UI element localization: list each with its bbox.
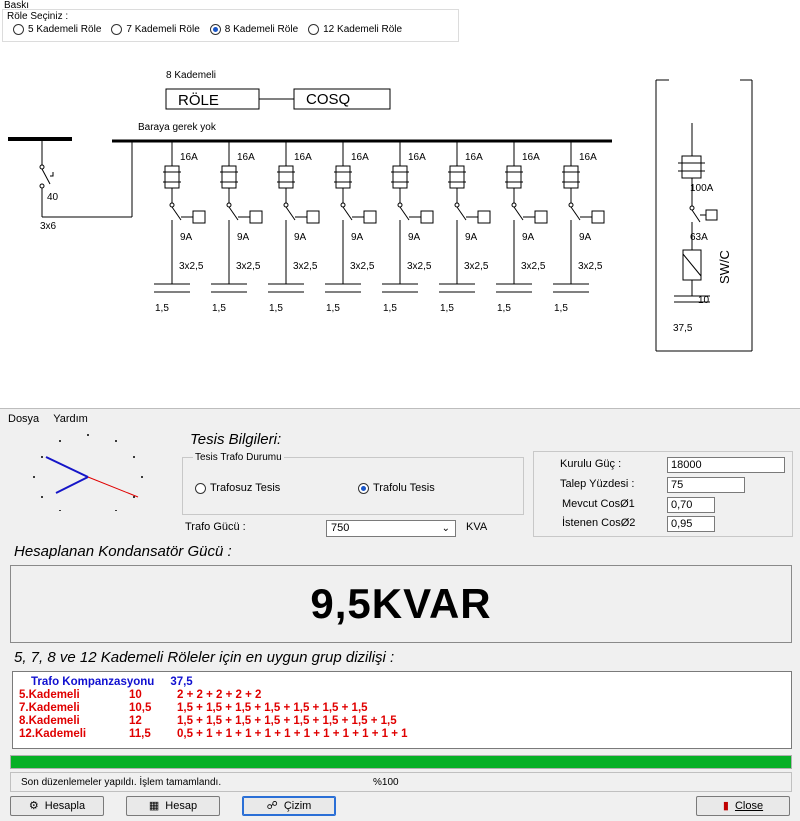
branch-cap: 1,5	[212, 303, 226, 314]
progress-fill	[11, 756, 791, 768]
installed-label: Kurulu Güç :	[560, 458, 622, 470]
branch-contactor: 9A	[408, 232, 421, 243]
cos-target-label: İstenen CosØ2	[562, 517, 636, 529]
option-with-trafo[interactable]: Trafolu Tesis	[358, 482, 435, 494]
branch-cable: 3x2,5	[236, 261, 261, 272]
relay-group-label: Röle Seçiniz :	[7, 11, 69, 22]
branch-contactor: 9A	[237, 232, 250, 243]
group-label: 12.Kademeli	[19, 728, 87, 740]
trafo-value: 10	[698, 295, 710, 306]
relay-option-12[interactable]: 12 Kademeli Röle	[308, 24, 402, 35]
single-line-diagram	[0, 0, 800, 408]
trafo-swic: SW/C	[717, 250, 732, 284]
group-label: 7.Kademeli	[19, 702, 80, 714]
status-message: Son düzenlemeler yapıldı. İşlem tamamlandı.	[21, 777, 222, 788]
group-row	[19, 702, 368, 714]
cos-current-input[interactable]: 0,70	[667, 497, 715, 513]
relay-option-7[interactable]: 7 Kademeli Röle	[111, 24, 199, 35]
fuse-symbol	[564, 166, 578, 188]
branch-cable: 3x2,5	[578, 261, 603, 272]
fuse-symbol	[336, 166, 350, 188]
menubar	[8, 413, 88, 425]
group-steps: 2 + 2 + 2 + 2 + 2	[177, 689, 262, 701]
menu-file[interactable]: Dosya	[8, 413, 40, 425]
trafo-power-unit: KVA	[466, 521, 488, 533]
branch-cable: 3x2,5	[464, 261, 489, 272]
group-row	[19, 715, 397, 727]
contactor-symbol	[514, 207, 523, 220]
contactor-symbol	[571, 207, 580, 220]
radio-icon	[195, 483, 206, 494]
group-row	[19, 728, 408, 740]
main-cable: 3x6	[40, 221, 57, 232]
trafo-power-select[interactable]: 750 ⌄	[326, 520, 456, 537]
fuse-symbol	[393, 166, 407, 188]
branch-fuse: 16A	[579, 152, 597, 163]
branch-contactor: 9A	[579, 232, 592, 243]
calculate-button[interactable]: ⚙ Hesapla	[10, 796, 104, 816]
keyboard-icon: ▦	[148, 799, 160, 812]
branch-contactor: 9A	[180, 232, 193, 243]
branch-cap: 1,5	[440, 303, 454, 314]
group-steps: 1,5 + 1,5 + 1,5 + 1,5 + 1,5 + 1,5 + 1,5 + 1,5	[177, 715, 397, 727]
trafo-fuse: 100A	[690, 183, 714, 194]
branch-cap: 1,5	[497, 303, 511, 314]
trafo-status-group	[182, 452, 524, 515]
fuse-symbol	[279, 166, 293, 188]
group-total: 10	[129, 689, 142, 701]
relay-option-5[interactable]: 5 Kademeli Röle	[13, 24, 101, 35]
group-total: 12	[129, 715, 142, 727]
trafo-comp-row: Trafo Kompanzasyonu 37,5	[31, 676, 193, 688]
trafo-contactor: 63A	[690, 232, 708, 243]
branch-cable: 3x2,5	[407, 261, 432, 272]
result-title: Hesaplanan Kondansatör Gücü :	[14, 543, 232, 560]
group-total: 10,5	[129, 702, 152, 714]
door-exit-icon: ▮	[722, 799, 729, 812]
branch-cap: 1,5	[269, 303, 283, 314]
fuse-symbol	[222, 166, 236, 188]
branch-contactor: 9A	[522, 232, 535, 243]
main-switch-value: 40	[47, 192, 59, 203]
branch-fuse: 16A	[408, 152, 426, 163]
contactor-symbol	[343, 207, 352, 220]
cos-current-label: Mevcut CosØ1	[562, 498, 635, 510]
cosq-label: COSQ	[306, 91, 351, 108]
contactor-symbol	[400, 207, 409, 220]
status-percent: %100	[373, 777, 399, 788]
group-steps: 0,5 + 1 + 1 + 1 + 1 + 1 + 1 + 1 + 1 + 1 + 1 + 1	[177, 728, 408, 740]
draw-icon: ☍	[266, 799, 278, 812]
calculator-form	[0, 408, 800, 821]
group-steps: 1,5 + 1,5 + 1,5 + 1,5 + 1,5 + 1,5 + 1,5	[177, 702, 368, 714]
installed-input[interactable]: 18000	[667, 457, 785, 473]
option-without-trafo[interactable]: Trafosuz Tesis	[195, 482, 280, 494]
groups-list[interactable]	[12, 671, 792, 749]
contactor-symbol	[457, 207, 466, 220]
stage-label: 8 Kademeli	[166, 70, 217, 81]
branch-cap: 1,5	[326, 303, 340, 314]
branch-fuse: 16A	[180, 152, 198, 163]
group-label: 8.Kademeli	[19, 715, 80, 727]
calc-button[interactable]: ▦ Hesap	[126, 796, 220, 816]
progress-bar	[10, 755, 792, 769]
branch-fuse: 16A	[294, 152, 312, 163]
relay-option-8[interactable]: 8 Kademeli Röle	[210, 24, 298, 35]
demand-label: Talep Yüzdesi :	[560, 478, 635, 490]
clock-icon	[28, 431, 154, 511]
fuse-symbol	[450, 166, 464, 188]
group-label: 5.Kademeli	[19, 689, 80, 701]
params-group	[533, 451, 793, 537]
demand-input[interactable]: 75	[667, 477, 745, 493]
result-value: 9,5KVAR	[310, 580, 492, 627]
trafo-status-label: Tesis Trafo Durumu	[195, 452, 282, 463]
diagram-pane	[0, 0, 800, 408]
branch-fuse: 16A	[522, 152, 540, 163]
branch-cable: 3x2,5	[350, 261, 375, 272]
groups-title: 5, 7, 8 ve 12 Kademeli Röleler için en uygun grup dizilişi :	[14, 649, 395, 666]
branch-contactor: 9A	[351, 232, 364, 243]
calculator-icon: ⚙	[28, 799, 39, 812]
branch-cable: 3x2,5	[179, 261, 204, 272]
branch-cable: 3x2,5	[521, 261, 546, 272]
group-row	[19, 689, 261, 701]
radio-icon	[358, 483, 369, 494]
branch-contactor: 9A	[294, 232, 307, 243]
group-total: 11,5	[129, 728, 151, 740]
contactor-symbol	[229, 207, 238, 220]
draw-button[interactable]: ☍ Çizim	[242, 796, 336, 816]
close-button[interactable]: ▮ Close	[696, 796, 790, 816]
menu-help[interactable]: Yardım	[53, 413, 88, 425]
branch-cap: 1,5	[383, 303, 397, 314]
branch-contactor: 9A	[465, 232, 478, 243]
fuse-symbol	[165, 166, 179, 188]
facility-title: Tesis Bilgileri:	[190, 431, 282, 448]
trafo-power-label: Trafo Gücü :	[185, 521, 246, 533]
branch-fuse: 16A	[465, 152, 483, 163]
contactor-symbol	[286, 207, 295, 220]
fuse-symbol	[507, 166, 521, 188]
result-display	[10, 565, 792, 643]
menu-print[interactable]: Baskı	[4, 0, 30, 11]
trafo-cap: 37,5	[673, 323, 693, 334]
chevron-down-icon: ⌄	[441, 523, 450, 534]
bus-label: Baraya gerek yok	[138, 122, 216, 133]
contactor-symbol	[172, 207, 181, 220]
branch-cap: 1,5	[155, 303, 169, 314]
branch-fuse: 16A	[351, 152, 369, 163]
branch-cable: 3x2,5	[293, 261, 318, 272]
rele-label: RÖLE	[178, 92, 219, 109]
cos-target-input[interactable]: 0,95	[667, 516, 715, 532]
branch-cap: 1,5	[554, 303, 568, 314]
status-bar	[10, 772, 792, 792]
branch-fuse: 16A	[237, 152, 255, 163]
